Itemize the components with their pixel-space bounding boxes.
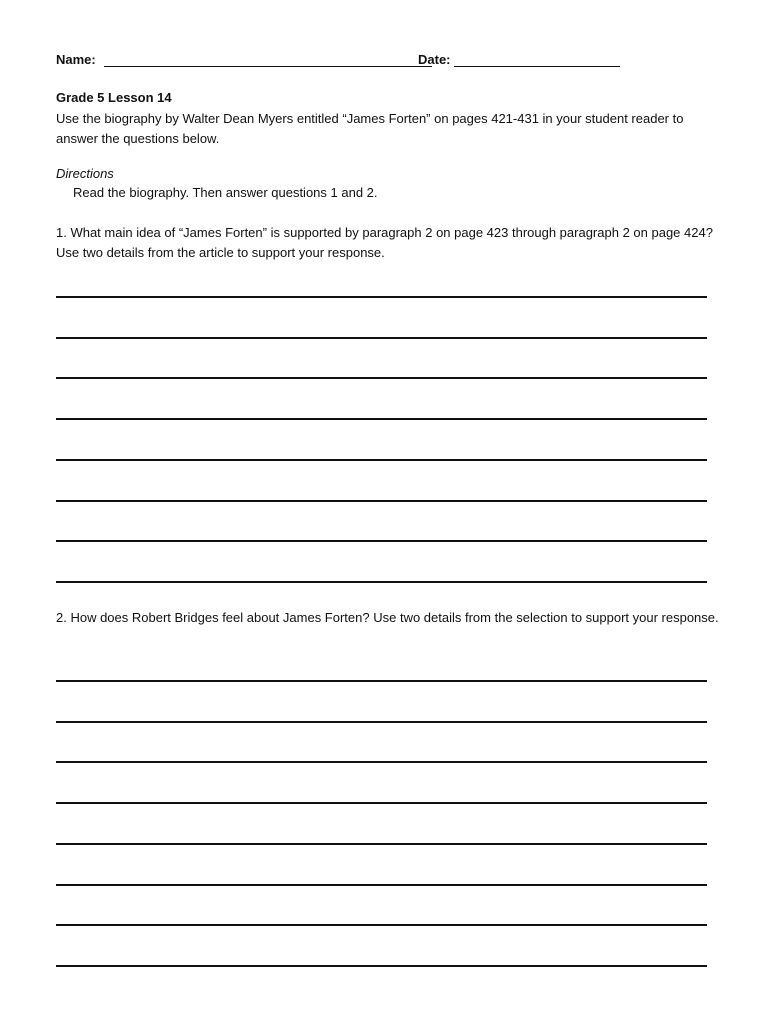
answer-line-q2-8[interactable] [56, 965, 707, 967]
answer-line-q1-3[interactable] [56, 377, 707, 379]
worksheet-title: Grade 5 Lesson 14 [56, 90, 172, 105]
answer-line-q1-6[interactable] [56, 500, 707, 502]
answer-line-q1-1[interactable] [56, 296, 707, 298]
answer-line-q2-3[interactable] [56, 761, 707, 763]
answer-line-q1-4[interactable] [56, 418, 707, 420]
answer-line-q2-6[interactable] [56, 884, 707, 886]
answer-line-q2-2[interactable] [56, 721, 707, 723]
answer-line-q2-5[interactable] [56, 843, 707, 845]
answer-line-q1-5[interactable] [56, 459, 707, 461]
answer-line-q2-7[interactable] [56, 924, 707, 926]
question-1-text: 1. What main idea of “James Forten” is supported by paragraph 2 on page 423 through paragraph 2 on page 424? Use two details from the article to support your response. [56, 225, 713, 260]
directions-label: Directions [56, 166, 114, 181]
intro-text: Use the biography by Walter Dean Myers entitled “James Forten” on pages 421-431 in your student reader to answer the questions below. [56, 111, 684, 146]
directions-text: Read the biography. Then answer questions 1 and 2. [73, 185, 378, 200]
answer-line-q1-8[interactable] [56, 581, 707, 583]
header-row [56, 52, 716, 72]
date-label: Date: [418, 52, 451, 67]
name-label: Name: [56, 52, 96, 67]
answer-line-q2-1[interactable] [56, 680, 707, 682]
question-2-text: 2. How does Robert Bridges feel about James Forten? Use two details from the selection to support your response. [56, 610, 719, 625]
date-field[interactable] [454, 66, 620, 67]
answer-line-q2-4[interactable] [56, 802, 707, 804]
answer-line-q1-2[interactable] [56, 337, 707, 339]
name-field[interactable] [104, 66, 432, 67]
answer-line-q1-7[interactable] [56, 540, 707, 542]
